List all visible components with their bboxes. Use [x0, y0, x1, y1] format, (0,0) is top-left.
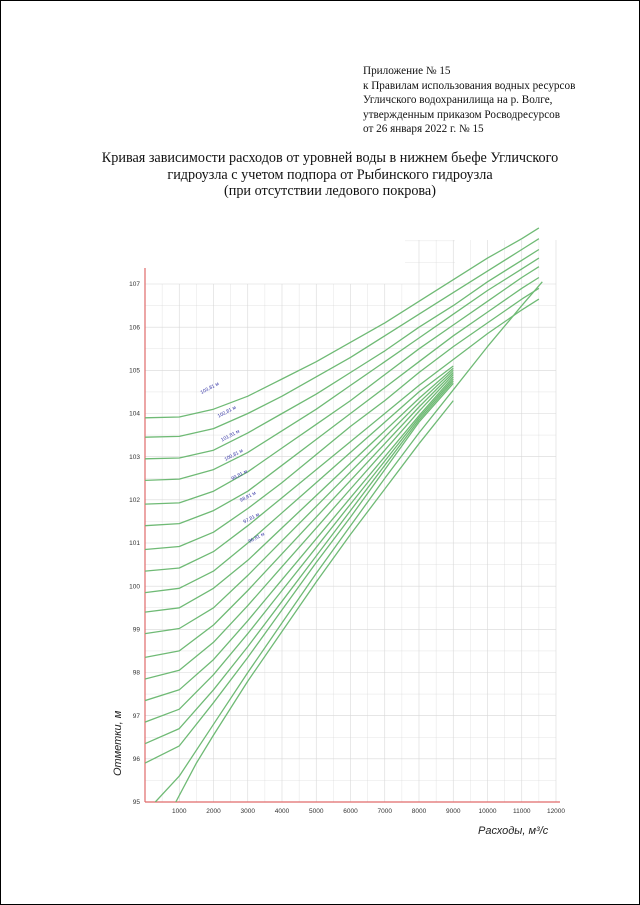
appendix-line: утвержденным приказом Росводресурсов — [363, 108, 561, 121]
x-tick-label: 9000 — [446, 808, 461, 815]
x-tick-label: 3000 — [240, 808, 255, 815]
tick-labels — [129, 281, 565, 815]
x-tick-label: 12000 — [546, 808, 566, 815]
rating-curve — [145, 278, 539, 526]
curve-label: 100,81 м — [223, 448, 245, 463]
y-tick-label: 100 — [129, 583, 140, 591]
x-tick-label: 11000 — [512, 808, 531, 815]
grid — [145, 240, 556, 802]
title-line: (при отсутствии ледового покрова) — [224, 183, 436, 200]
y-tick-label: 102 — [129, 497, 140, 505]
y-tick-label: 101 — [129, 540, 140, 548]
x-axis-title: Расходы, м³/с — [478, 825, 549, 837]
appendix-line: Приложение № 15 — [363, 65, 451, 77]
curve-label: 98,81 м — [239, 490, 258, 504]
curve-label: 96,81 м — [247, 531, 266, 545]
appendix-line: от 26 января 2022 г. № 15 — [363, 123, 484, 135]
rating-curve — [145, 250, 539, 459]
y-tick-label: 98 — [132, 669, 140, 677]
y-tick-label: 103 — [129, 453, 140, 461]
rating-curve — [145, 267, 539, 504]
x-tick-label: 4000 — [274, 808, 290, 815]
x-tick-label: 2000 — [206, 808, 221, 815]
appendix-line: Угличского водохранилища на р. Волге, — [363, 94, 553, 106]
x-tick-label: 8000 — [411, 808, 427, 815]
curve-label: 103,81 м — [199, 381, 221, 396]
y-tick-label: 95 — [132, 799, 140, 807]
y-tick-label: 97 — [132, 712, 140, 720]
x-tick-label: 7000 — [377, 808, 392, 815]
rating-curve — [145, 258, 539, 483]
curve-label: 101,81 м — [220, 428, 241, 444]
rating-curve — [176, 401, 454, 802]
y-tick-label: 105 — [129, 367, 140, 375]
x-tick-label: 1000 — [172, 808, 187, 815]
curve-labels — [200, 381, 267, 545]
x-tick-label: 5000 — [309, 808, 324, 815]
rating-curve — [145, 239, 539, 438]
rating-curve — [145, 288, 539, 549]
y-tick-label: 104 — [129, 410, 140, 418]
appendix-line: к Правилам использования водных ресурсов — [363, 79, 576, 92]
title-line: гидроузла с учетом подпора от Рыбинского гидроузла — [167, 166, 493, 183]
y-tick-label: 96 — [132, 756, 140, 764]
y-tick-label: 106 — [129, 324, 140, 332]
y-tick-label: 99 — [132, 626, 140, 634]
y-tick-label: 107 — [129, 281, 140, 289]
curve-label: 97,81 м — [242, 511, 261, 526]
title-line: Кривая зависимости расходов от уровней воды в нижнем бьефе Угличского — [101, 150, 559, 166]
y-axis-title: Отметки, м — [112, 710, 124, 776]
x-tick-label: 6000 — [343, 808, 358, 815]
x-tick-label: 10000 — [478, 808, 497, 815]
curve-label: 99,81 м — [230, 468, 249, 483]
curve-label: 102,81 м — [216, 404, 238, 420]
